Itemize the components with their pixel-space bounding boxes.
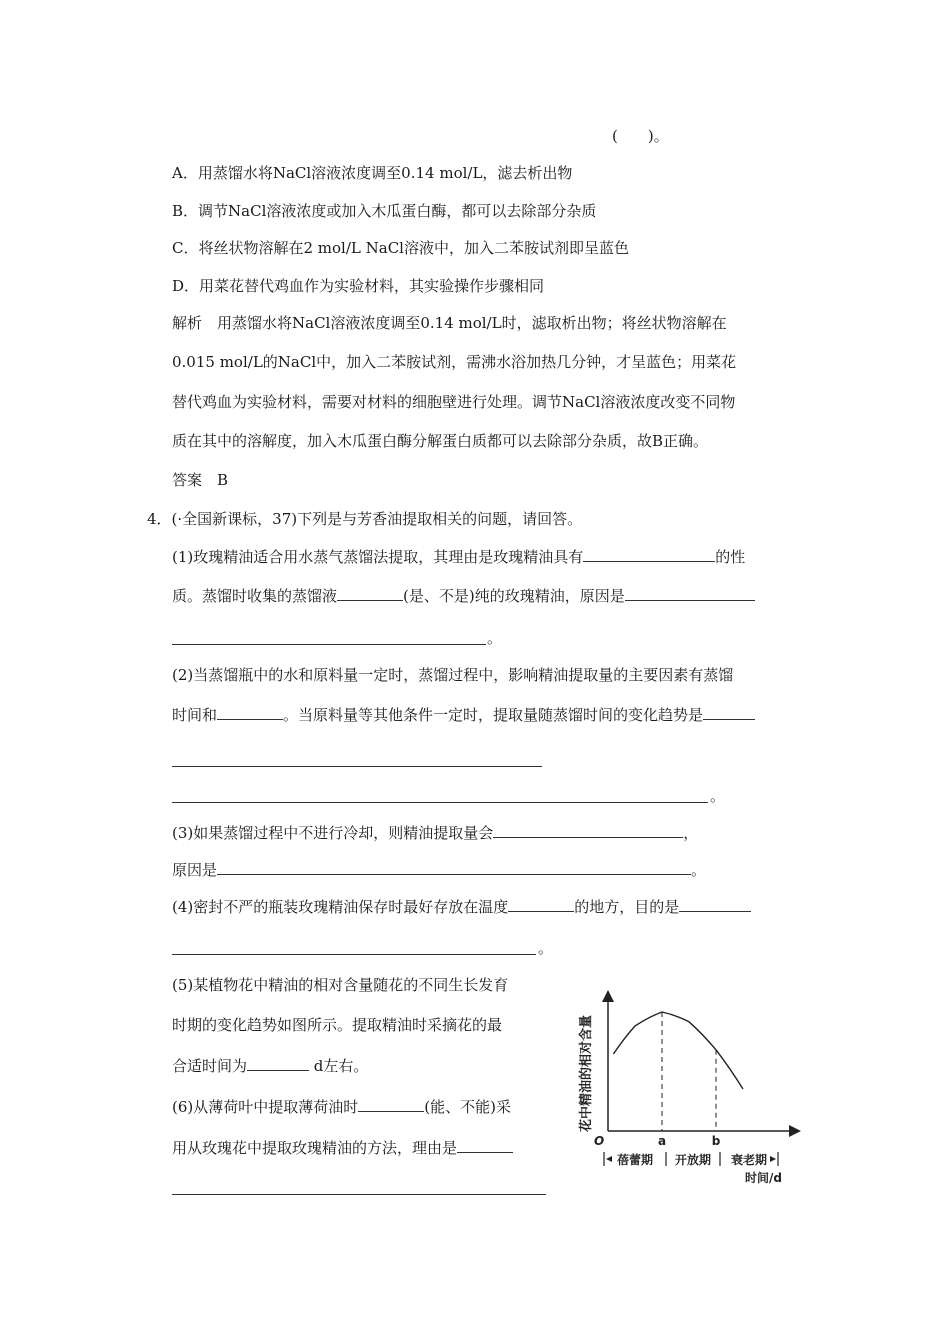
x-tick-b: b <box>711 1134 721 1148</box>
q4-p6-text-c: 用从玫瑰花中提取玫瑰精油的方法，理由是 <box>172 1139 458 1157</box>
q4-p1-line1 <box>172 547 745 567</box>
stage-bloom: 开放期 <box>674 1153 712 1167</box>
blank-2-2[interactable] <box>703 705 755 720</box>
q4-p1-text-c: 质。蒸馏时收集的蒸馏液 <box>172 587 338 605</box>
answer-paren: ( )。 <box>612 127 669 145</box>
option-d: D．用菜花替代鸡血作为实验材料，其实验操作步骤相同 <box>172 277 545 295</box>
analysis-line-3: 替代鸡血为实验材料，需要对材料的细胞壁进行处理。调节NaCl溶液浓度改变不同物 <box>172 393 736 411</box>
q4-p1-end: 。 <box>487 629 503 647</box>
analysis-line-1: 解析 用蒸馏水将NaCl溶液浓度调至0.14 mol/L时，滤取析出物；将丝状物溶解在 <box>172 314 727 332</box>
blank-6-2-continued[interactable] <box>172 1194 546 1195</box>
option-c: C．将丝状物溶解在2 mol/L NaCl溶液中，加入二苯胺试剂即呈蓝色 <box>172 239 629 257</box>
origin-label: O <box>594 1134 605 1148</box>
blank-1-3-continued[interactable] <box>172 644 486 645</box>
q4-p6-line1 <box>172 1097 511 1117</box>
option-b: B．调节NaCl溶液浓度或加入木瓜蛋白酶，都可以去除部分杂质 <box>172 202 597 220</box>
q4-p5-line3 <box>172 1056 368 1076</box>
blank-2-2-line2[interactable] <box>172 766 542 767</box>
oil-content-curve <box>613 1012 743 1089</box>
q4-p3-text-a: (3)如果蒸馏过程中不进行冷却，则精油提取量会 <box>172 824 494 842</box>
q4-p2-end: 。 <box>710 787 726 805</box>
q4-p5-text-d: d左右。 <box>313 1057 369 1075</box>
q4-p3-line2 <box>172 860 706 880</box>
analysis-line-4: 质在其中的溶解度，加入木瓜蛋白酶分解蛋白质都可以去除部分杂质，故B正确。 <box>172 432 709 450</box>
q4-p1-text-d: (是、不是)纯的玫瑰精油，原因是 <box>403 587 625 605</box>
q4-p4-text-a: (4)密封不严的瓶装玫瑰精油保存时最好存放在温度 <box>172 898 509 916</box>
blank-5-1[interactable] <box>247 1056 309 1071</box>
x-axis-label: 时间/d <box>745 1171 782 1185</box>
blank-1-3[interactable] <box>625 586 755 601</box>
q4-p1-text-a: (1)玫瑰精油适合用水蒸气蒸馏法提取，其理由是玫瑰精油具有 <box>172 548 584 566</box>
q4-p3-line1 <box>172 823 698 843</box>
stage-aging: 衰老期 <box>730 1153 768 1167</box>
q4-p2-text-c: 。当原料量等其他条件一定时，提取量随蒸馏时间的变化趋势是 <box>283 706 704 724</box>
q4-p1-line2 <box>172 586 755 606</box>
q4-p5-line2: 时期的变化趋势如图所示。提取精油时采摘花的最 <box>172 1016 503 1034</box>
q4-p2-line1: (2)当蒸馏瓶中的水和原料量一定时，蒸馏过程中，影响精油提取量的主要因素有蒸馏 <box>172 666 734 684</box>
q4-p5-line1: (5)某植物花中精油的相对含量随花的不同生长发育 <box>172 976 509 994</box>
q4-p6-text-a: (6)从薄荷叶中提取薄荷油时 <box>172 1098 359 1116</box>
blank-4-2-continued[interactable] <box>172 954 536 955</box>
q4-p6-line2 <box>172 1138 513 1158</box>
q4-p6-text-b: (能、不能)采 <box>424 1098 511 1116</box>
blank-6-1[interactable] <box>358 1097 424 1112</box>
blank-3-2[interactable] <box>217 860 691 875</box>
blank-6-2[interactable] <box>457 1138 513 1153</box>
blank-2-2-line3[interactable] <box>172 802 708 803</box>
q4-p3-comma: ， <box>683 824 699 842</box>
essential-oil-chart <box>570 985 810 1190</box>
q4-p3-text-b: 原因是 <box>172 861 218 879</box>
blank-3-1[interactable] <box>493 823 683 838</box>
blank-4-2[interactable] <box>679 897 751 912</box>
option-a: A．用蒸馏水将NaCl溶液浓度调至0.14 mol/L，滤去析出物 <box>172 164 573 182</box>
q4-p2-line2 <box>172 705 755 725</box>
q4-p4-end: 。 <box>538 939 554 957</box>
blank-1-2[interactable] <box>337 586 403 601</box>
stage-arrow-right <box>770 1156 776 1162</box>
blank-4-1[interactable] <box>508 897 574 912</box>
q4-p5-text-c: 合适时间为 <box>172 1057 248 1075</box>
y-axis-label: 花中精油的相对含量 <box>579 1014 594 1132</box>
q4-p3-end: 。 <box>691 861 707 879</box>
q4-title: 4．(·全国新课标，37)下列是与芳香油提取相关的问题，请回答。 <box>147 510 583 528</box>
stage-bud: 蓓蕾期 <box>616 1153 654 1167</box>
blank-1-1[interactable] <box>583 547 715 562</box>
stage-arrow-left <box>606 1156 612 1162</box>
answer: 答案 B <box>172 471 229 489</box>
blank-2-1[interactable] <box>217 705 283 720</box>
q4-p2-text-b: 时间和 <box>172 706 218 724</box>
q4-p1-text-b: 的性 <box>715 548 746 566</box>
q4-p4-line1 <box>172 897 751 917</box>
q4-p4-text-b: 的地方，目的是 <box>574 898 680 916</box>
analysis-line-2: 0.015 mol/L的NaCl中，加入二苯胺试剂，需沸水浴加热几分钟，才呈蓝色；用菜花 <box>172 353 737 371</box>
x-tick-a: a <box>657 1134 667 1148</box>
